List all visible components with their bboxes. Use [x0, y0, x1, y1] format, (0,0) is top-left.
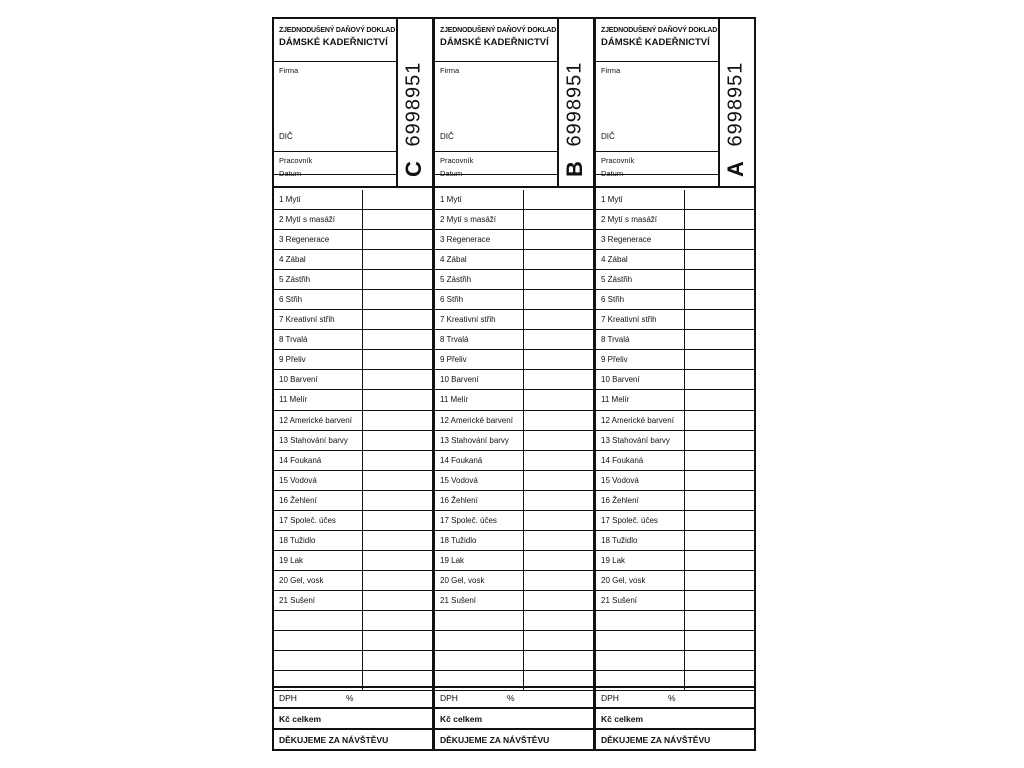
service-list — [596, 190, 754, 691]
receipt-form-a — [594, 17, 756, 751]
service-name: 14 Foukaná — [279, 455, 322, 465]
service-price-cell[interactable] — [523, 451, 524, 470]
service-price-cell[interactable] — [684, 270, 685, 289]
service-price-cell[interactable] — [684, 591, 685, 610]
service-row[interactable] — [435, 350, 593, 370]
service-price-cell[interactable] — [684, 210, 685, 229]
service-price-cell[interactable] — [362, 250, 363, 269]
service-row[interactable] — [274, 431, 432, 451]
serial-number: 6998951 — [563, 61, 586, 147]
copy-letter: C — [401, 161, 426, 177]
service-name: 1 Mytí — [279, 195, 301, 204]
service-name: 5 Zástřih — [279, 275, 311, 285]
service-price-cell[interactable] — [523, 250, 524, 269]
service-name: 3 Regenerace — [279, 235, 330, 245]
pracovnik-label: Pracovník — [279, 156, 313, 165]
dph-row[interactable] — [596, 686, 754, 707]
service-price-cell[interactable] — [684, 451, 685, 470]
service-row[interactable] — [274, 290, 432, 310]
service-row[interactable] — [596, 330, 754, 350]
thanks-text: DĚKUJEME ZA NÁVŠTĚVU — [279, 735, 389, 745]
service-row[interactable] — [596, 551, 754, 571]
thanks-row — [596, 728, 754, 749]
service-price-cell[interactable] — [523, 411, 524, 430]
service-name: 14 Foukaná — [440, 455, 483, 465]
service-price-cell[interactable] — [362, 571, 363, 590]
service-price-cell[interactable] — [362, 230, 363, 249]
service-name: 20 Gel, vosk — [601, 575, 646, 585]
service-price-cell[interactable] — [523, 591, 524, 610]
service-name: 12 Americké barvení — [601, 415, 674, 425]
service-row[interactable] — [596, 370, 754, 390]
service-price-cell[interactable] — [362, 270, 363, 289]
copy-letter: A — [723, 161, 748, 177]
service-name: 9 Přeliv — [279, 355, 306, 365]
service-row[interactable] — [274, 330, 432, 350]
service-price-cell[interactable] — [684, 330, 685, 349]
blank-price-cell[interactable] — [362, 651, 363, 670]
service-row[interactable] — [435, 250, 593, 270]
service-price-cell[interactable] — [362, 190, 363, 209]
service-row[interactable] — [596, 290, 754, 310]
service-price-cell[interactable] — [684, 310, 685, 329]
thanks-row — [274, 728, 432, 749]
service-name: 1 Mytí — [601, 195, 623, 204]
service-row[interactable] — [274, 531, 432, 551]
service-name: 16 Žehlení — [440, 495, 478, 505]
service-name: 6 Střih — [440, 295, 464, 305]
service-row[interactable] — [274, 210, 432, 230]
service-name: 14 Foukaná — [601, 455, 644, 465]
service-row[interactable] — [596, 390, 754, 410]
thanks-text: DĚKUJEME ZA NÁVŠTĚVU — [440, 735, 550, 745]
service-name: 15 Vodová — [279, 475, 317, 485]
service-row[interactable] — [596, 310, 754, 330]
service-row[interactable] — [435, 531, 593, 551]
firma-field[interactable] — [435, 61, 557, 175]
service-price-cell[interactable] — [523, 531, 524, 550]
service-name: 19 Lak — [279, 555, 304, 565]
service-price-cell[interactable] — [362, 591, 363, 610]
datum-label: Datum — [279, 169, 302, 178]
service-price-cell[interactable] — [523, 310, 524, 329]
service-name: 6 Střih — [601, 295, 625, 305]
firma-label: Firma — [440, 66, 460, 75]
blank-row[interactable] — [596, 611, 754, 631]
dph-label: DPH — [279, 693, 297, 703]
service-row[interactable] — [596, 190, 754, 210]
dph-label: DPH — [601, 693, 619, 703]
service-row[interactable] — [274, 411, 432, 431]
copy-letter: B — [562, 161, 587, 177]
receipt-header — [274, 19, 432, 188]
service-name: 13 Stahování barvy — [601, 435, 670, 445]
document-title: DÁMSKÉ KADEŘNICTVÍ — [440, 37, 549, 48]
service-list — [435, 190, 593, 691]
service-row[interactable] — [435, 451, 593, 471]
service-price-cell[interactable] — [523, 571, 524, 590]
service-row[interactable] — [274, 491, 432, 511]
document-type: ZJEDNODUŠENÝ DAŇOVÝ DOKLAD — [279, 27, 396, 34]
serial-number: 6998951 — [402, 61, 425, 147]
receipt-footer — [596, 686, 754, 749]
service-name: 10 Barvení — [440, 375, 479, 385]
service-row[interactable] — [274, 250, 432, 270]
service-row[interactable] — [435, 190, 593, 210]
service-row[interactable] — [274, 310, 432, 330]
service-name: 12 Americké barvení — [279, 415, 352, 425]
service-row[interactable] — [274, 350, 432, 370]
service-price-cell[interactable] — [523, 190, 524, 209]
receipt-footer — [435, 686, 593, 749]
service-price-cell[interactable] — [362, 451, 363, 470]
firma-field[interactable] — [596, 61, 718, 175]
service-name: 19 Lak — [440, 555, 465, 565]
total-label: Kč celkem — [279, 714, 322, 724]
service-price-cell[interactable] — [684, 551, 685, 570]
service-row[interactable] — [274, 451, 432, 471]
service-name: 16 Žehlení — [601, 495, 639, 505]
blank-price-cell[interactable] — [523, 651, 524, 670]
service-name: 21 Sušení — [440, 595, 477, 605]
firma-field[interactable] — [274, 61, 396, 175]
service-name: 8 Trvalá — [601, 335, 630, 345]
service-price-cell[interactable] — [523, 270, 524, 289]
service-row[interactable] — [435, 471, 593, 491]
service-price-cell[interactable] — [362, 370, 363, 389]
service-price-cell[interactable] — [362, 531, 363, 550]
service-name: 10 Barvení — [279, 375, 318, 385]
service-name: 10 Barvení — [601, 375, 640, 385]
thanks-row — [435, 728, 593, 749]
receipt-form-c — [272, 17, 434, 751]
service-row[interactable] — [596, 531, 754, 551]
service-name: 6 Střih — [279, 295, 303, 305]
service-name: 7 Kreativní střih — [440, 315, 496, 325]
service-price-cell[interactable] — [523, 431, 524, 450]
thanks-text: DĚKUJEME ZA NÁVŠTĚVU — [601, 735, 711, 745]
pracovnik-label: Pracovník — [601, 156, 635, 165]
service-row[interactable] — [596, 230, 754, 250]
blank-row[interactable] — [274, 651, 432, 671]
receipt-sheet — [272, 17, 756, 751]
service-name: 3 Regenerace — [601, 235, 652, 245]
receipt-form-b — [433, 17, 595, 751]
pracovnik-label: Pracovník — [440, 156, 474, 165]
service-row[interactable] — [596, 571, 754, 591]
total-row[interactable] — [435, 707, 593, 728]
firma-label: Firma — [279, 66, 299, 75]
service-name: 18 Tužidlo — [440, 535, 477, 545]
document-type: ZJEDNODUŠENÝ DAŇOVÝ DOKLAD — [440, 27, 557, 34]
service-price-cell[interactable] — [684, 491, 685, 510]
service-price-cell[interactable] — [362, 310, 363, 329]
service-name: 12 Americké barvení — [440, 415, 513, 425]
service-price-cell[interactable] — [523, 511, 524, 530]
blank-row[interactable] — [274, 631, 432, 651]
service-row[interactable] — [435, 411, 593, 431]
service-price-cell[interactable] — [684, 250, 685, 269]
service-name: 17 Společ. účes — [440, 515, 497, 525]
service-price-cell[interactable] — [523, 330, 524, 349]
service-name: 2 Mytí s masáží — [440, 215, 497, 225]
service-row[interactable] — [435, 511, 593, 531]
firma-label: Firma — [601, 66, 621, 75]
service-row[interactable] — [274, 471, 432, 491]
service-row[interactable] — [435, 370, 593, 390]
service-name: 17 Společ. účes — [601, 515, 658, 525]
blank-row[interactable] — [435, 631, 593, 651]
datum-label: Datum — [601, 169, 624, 178]
service-name: 7 Kreativní střih — [601, 315, 657, 325]
service-row[interactable] — [596, 250, 754, 270]
service-price-cell[interactable] — [523, 390, 524, 409]
header-serial — [718, 19, 754, 186]
service-name: 9 Přeliv — [440, 355, 467, 365]
service-name: 7 Kreativní střih — [279, 315, 335, 325]
service-row[interactable] — [435, 310, 593, 330]
service-name: 4 Zábal — [440, 255, 467, 265]
service-row[interactable] — [596, 451, 754, 471]
serial-number: 6998951 — [724, 61, 747, 147]
service-name: 4 Zábal — [279, 255, 306, 265]
header-info — [596, 19, 720, 186]
service-row[interactable] — [435, 390, 593, 410]
dph-row[interactable] — [435, 686, 593, 707]
dic-label: DIČ — [279, 132, 293, 141]
blank-price-cell[interactable] — [362, 631, 363, 650]
service-name: 21 Sušení — [601, 595, 638, 605]
service-row[interactable] — [274, 571, 432, 591]
service-price-cell[interactable] — [684, 411, 685, 430]
blank-price-cell[interactable] — [684, 651, 685, 670]
service-price-cell[interactable] — [684, 571, 685, 590]
header-info — [274, 19, 398, 186]
service-name: 20 Gel, vosk — [440, 575, 485, 585]
service-row[interactable] — [435, 290, 593, 310]
service-row[interactable] — [435, 270, 593, 290]
service-price-cell[interactable] — [362, 290, 363, 309]
service-price-cell[interactable] — [523, 491, 524, 510]
service-row[interactable] — [274, 591, 432, 611]
blank-row[interactable] — [596, 631, 754, 651]
total-label: Kč celkem — [601, 714, 644, 724]
service-price-cell[interactable] — [362, 471, 363, 490]
service-row[interactable] — [274, 270, 432, 290]
dic-label: DIČ — [440, 132, 454, 141]
service-name: 4 Zábal — [601, 255, 628, 265]
service-row[interactable] — [435, 591, 593, 611]
service-price-cell[interactable] — [362, 210, 363, 229]
service-price-cell[interactable] — [684, 511, 685, 530]
service-row[interactable] — [435, 551, 593, 571]
service-name: 11 Melír — [601, 395, 630, 405]
service-price-cell[interactable] — [684, 290, 685, 309]
service-row[interactable] — [596, 491, 754, 511]
dph-label: DPH — [440, 693, 458, 703]
service-name: 5 Zástřih — [601, 275, 633, 285]
blank-price-cell[interactable] — [523, 611, 524, 630]
service-name: 15 Vodová — [440, 475, 478, 485]
service-name: 8 Trvalá — [440, 335, 469, 345]
total-row[interactable] — [274, 707, 432, 728]
service-row[interactable] — [274, 511, 432, 531]
service-name: 13 Stahování barvy — [279, 435, 348, 445]
service-row[interactable] — [435, 230, 593, 250]
service-name: 1 Mytí — [440, 195, 462, 204]
service-name: 2 Mytí s masáží — [279, 215, 336, 225]
service-price-cell[interactable] — [523, 350, 524, 369]
header-serial — [396, 19, 432, 186]
service-row[interactable] — [274, 551, 432, 571]
service-row[interactable] — [596, 270, 754, 290]
service-name: 3 Regenerace — [440, 235, 491, 245]
service-price-cell[interactable] — [362, 330, 363, 349]
service-price-cell[interactable] — [362, 431, 363, 450]
service-price-cell[interactable] — [362, 491, 363, 510]
service-price-cell[interactable] — [362, 511, 363, 530]
service-price-cell[interactable] — [362, 350, 363, 369]
service-name: 9 Přeliv — [601, 355, 628, 365]
datum-label: Datum — [440, 169, 463, 178]
service-name: 20 Gel, vosk — [279, 575, 324, 585]
service-name: 19 Lak — [601, 555, 626, 565]
service-row[interactable] — [435, 571, 593, 591]
dic-label: DIČ — [601, 132, 615, 141]
service-row[interactable] — [435, 431, 593, 451]
percent-sign: % — [668, 693, 676, 703]
percent-sign: % — [346, 693, 354, 703]
service-row[interactable] — [596, 591, 754, 611]
service-row[interactable] — [274, 390, 432, 410]
header-serial — [557, 19, 593, 186]
receipt-header — [596, 19, 754, 188]
document-title: DÁMSKÉ KADEŘNICTVÍ — [601, 37, 710, 48]
service-row[interactable] — [596, 431, 754, 451]
blank-price-cell[interactable] — [362, 611, 363, 630]
blank-price-cell[interactable] — [684, 611, 685, 630]
service-price-cell[interactable] — [684, 350, 685, 369]
service-name: 2 Mytí s masáží — [601, 215, 658, 225]
document-type: ZJEDNODUŠENÝ DAŇOVÝ DOKLAD — [601, 27, 718, 34]
service-price-cell[interactable] — [362, 411, 363, 430]
blank-row[interactable] — [596, 651, 754, 671]
service-name: 18 Tužidlo — [279, 535, 316, 545]
service-row[interactable] — [435, 491, 593, 511]
header-info — [435, 19, 559, 186]
service-row[interactable] — [435, 330, 593, 350]
blank-price-cell[interactable] — [523, 631, 524, 650]
blank-row[interactable] — [274, 611, 432, 631]
service-price-cell[interactable] — [684, 431, 685, 450]
blank-row[interactable] — [435, 651, 593, 671]
service-price-cell[interactable] — [684, 531, 685, 550]
service-row[interactable] — [274, 230, 432, 250]
receipt-footer — [274, 686, 432, 749]
service-price-cell[interactable] — [362, 390, 363, 409]
service-price-cell[interactable] — [523, 471, 524, 490]
service-name: 11 Melír — [279, 395, 308, 405]
service-list — [274, 190, 432, 691]
service-name: 13 Stahování barvy — [440, 435, 509, 445]
service-price-cell[interactable] — [362, 551, 363, 570]
service-price-cell[interactable] — [684, 230, 685, 249]
dph-row[interactable] — [274, 686, 432, 707]
service-price-cell[interactable] — [523, 230, 524, 249]
service-price-cell[interactable] — [523, 210, 524, 229]
service-name: 8 Trvalá — [279, 335, 308, 345]
service-name: 18 Tužidlo — [601, 535, 638, 545]
service-row[interactable] — [274, 370, 432, 390]
service-price-cell[interactable] — [684, 370, 685, 389]
service-name: 16 Žehlení — [279, 495, 317, 505]
service-row[interactable] — [596, 210, 754, 230]
service-row[interactable] — [596, 411, 754, 431]
document-title: DÁMSKÉ KADEŘNICTVÍ — [279, 37, 388, 48]
service-price-cell[interactable] — [523, 290, 524, 309]
percent-sign: % — [507, 693, 515, 703]
total-label: Kč celkem — [440, 714, 483, 724]
service-name: 21 Sušení — [279, 595, 316, 605]
blank-price-cell[interactable] — [684, 631, 685, 650]
service-row[interactable] — [435, 210, 593, 230]
receipt-header — [435, 19, 593, 188]
service-row[interactable] — [596, 511, 754, 531]
blank-row[interactable] — [435, 611, 593, 631]
service-name: 11 Melír — [440, 395, 469, 405]
total-row[interactable] — [596, 707, 754, 728]
service-price-cell[interactable] — [684, 390, 685, 409]
service-price-cell[interactable] — [523, 370, 524, 389]
service-row[interactable] — [596, 350, 754, 370]
service-name: 5 Zástřih — [440, 275, 472, 285]
service-name: 15 Vodová — [601, 475, 639, 485]
service-row[interactable] — [274, 190, 432, 210]
service-name: 17 Společ. účes — [279, 515, 336, 525]
service-price-cell[interactable] — [684, 190, 685, 209]
service-price-cell[interactable] — [523, 551, 524, 570]
service-row[interactable] — [596, 471, 754, 491]
service-price-cell[interactable] — [684, 471, 685, 490]
